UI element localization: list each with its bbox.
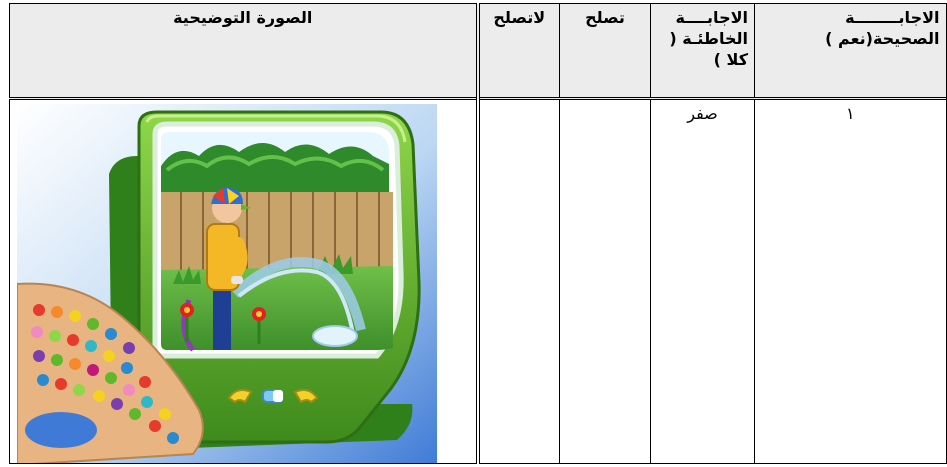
cell-wrong (651, 99, 755, 464)
cell-fixable-value (560, 100, 650, 104)
control-buttons (229, 390, 317, 402)
header-not-fixable (478, 4, 560, 99)
answers-table (9, 3, 947, 464)
header-correct-label: الاجابــــــــة الصحيحة(نعم ) (825, 8, 940, 48)
cell-correct-value: ١ (845, 104, 855, 123)
cell-fixable (560, 99, 651, 464)
table-row (10, 99, 947, 464)
header-row (10, 4, 947, 99)
cell-not-fixable-value (480, 100, 560, 104)
cell-not-fixable (478, 99, 560, 464)
header-correct (755, 4, 947, 99)
header-image (10, 4, 478, 99)
header-image-label: الصورة التوضيحية (173, 8, 313, 27)
header-wrong-label: الاجابــــة الخاطئـة ( كلا ) (669, 8, 748, 69)
header-not-fixable-label: لاتصلح (493, 8, 546, 27)
watering-illustration (17, 104, 437, 464)
cell-correct (755, 99, 947, 464)
cell-wrong-value: صفر (687, 104, 718, 123)
header-wrong (651, 4, 755, 99)
cell-image (10, 99, 478, 464)
header-fixable (560, 4, 651, 99)
garden-scene (155, 124, 401, 356)
header-fixable-label: تصلح (585, 8, 625, 27)
